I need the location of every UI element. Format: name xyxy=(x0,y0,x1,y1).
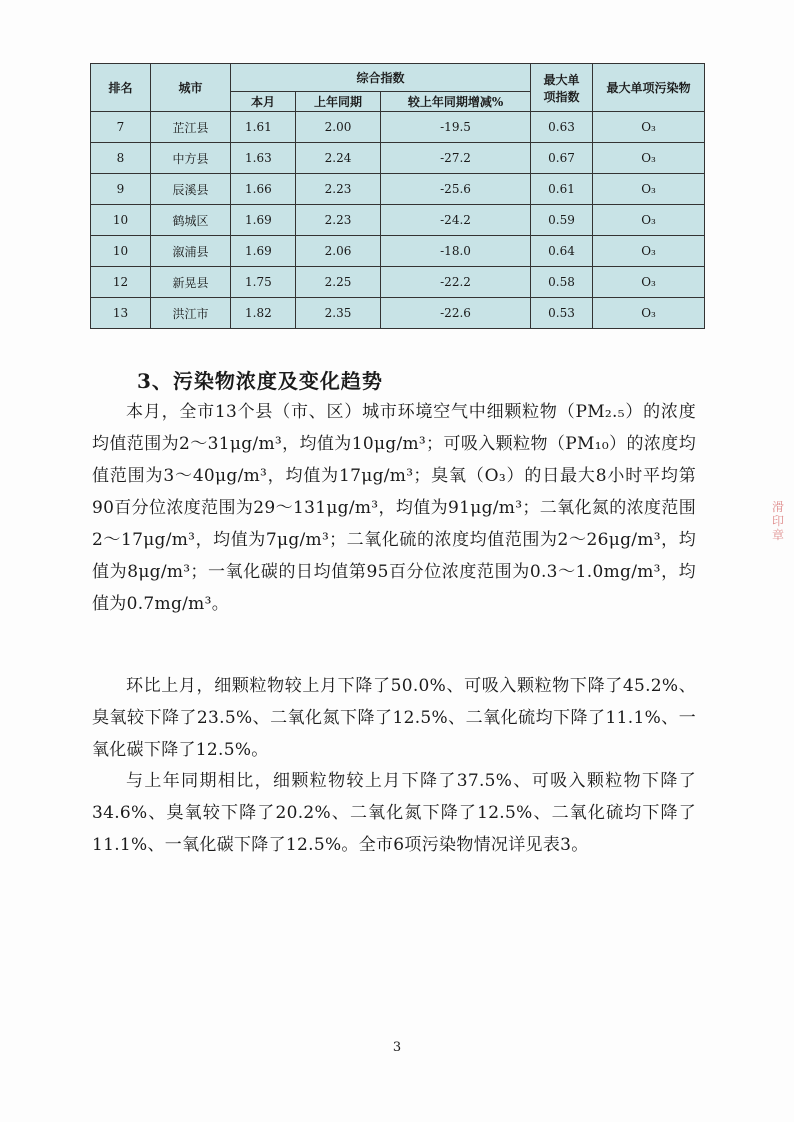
cell-max-index: 0.61 xyxy=(531,174,593,205)
cell-city: 溆浦县 xyxy=(151,236,231,267)
paragraph-month-on-month: 环比上月，细颗粒物较上月下降了50.0%、可吸入颗粒物下降了45.2%、臭氧较下降了23.5%、二氧化氮下降了12.5%、二氧化硫均下降了11.1%、一氧化碳下降了12.5%。 xyxy=(92,676,696,760)
cell-last-year: 2.06 xyxy=(296,236,381,267)
header-city: 城市 xyxy=(151,64,231,112)
cell-max-index: 0.67 xyxy=(531,143,593,174)
header-last-year: 上年同期 xyxy=(296,92,381,112)
header-rank: 排名 xyxy=(91,64,151,112)
cell-rank: 9 xyxy=(91,174,151,205)
cell-city: 芷江县 xyxy=(151,112,231,143)
cell-this-month: 1.75 xyxy=(231,267,296,298)
cell-city: 新晃县 xyxy=(151,267,231,298)
paragraph-year-on-year: 与上年同期相比，细颗粒物较上月下降了37.5%、可吸入颗粒物下降了34.6%、臭氧较下降了20.2%、二氧化氮下降了12.5%、二氧化硫均下降了11.1%、一氧化碳下降了12.5%。全市6项污染物情况详见表3。 xyxy=(92,771,696,855)
cell-change: -27.2 xyxy=(381,143,531,174)
cell-max-index: 0.64 xyxy=(531,236,593,267)
cell-city: 洪江市 xyxy=(151,298,231,329)
header-composite: 综合指数 xyxy=(231,64,531,92)
cell-this-month: 1.61 xyxy=(231,112,296,143)
cell-change: -24.2 xyxy=(381,205,531,236)
section-heading: 3、污染物浓度及变化趋势 xyxy=(137,369,383,393)
cell-last-year: 2.23 xyxy=(296,174,381,205)
cell-pollutant: O₃ xyxy=(593,143,705,174)
cell-this-month: 1.82 xyxy=(231,298,296,329)
table-row xyxy=(91,112,705,143)
table-header xyxy=(91,64,705,112)
cell-last-year: 2.23 xyxy=(296,205,381,236)
cell-max-index: 0.63 xyxy=(531,112,593,143)
cell-last-year: 2.00 xyxy=(296,112,381,143)
cell-rank: 7 xyxy=(91,112,151,143)
paragraph-concentration: 本月，全市13个县（市、区）城市环境空气中细颗粒物（PM₂.₅）的浓度均值范围为2～31μg/m³，均值为10μg/m³；可吸入颗粒物（PM₁₀）的浓度均值范围为3～40μg/m³，均值为17μg/m³；臭氧（O₃）的日最大8小时平均第90百分位浓度范围为29～131μg/m³，均值为91μg/m³；二氧化氮的浓度范围2～17μg/m³，均值为7μg/m³；二氧化硫的浓度均值范围为2～26μg/m³，均值为8μg/m³；一氧化碳的日均值第95百分位浓度范围为0.3～1.0mg/m³，均值为0.7mg/m³。 xyxy=(92,402,696,614)
page-number: 3 xyxy=(392,1040,402,1055)
cell-this-month: 1.69 xyxy=(231,236,296,267)
cell-this-month: 1.69 xyxy=(231,205,296,236)
edge-stamp: 滑印章 xyxy=(772,500,785,542)
cell-change: -18.0 xyxy=(381,236,531,267)
cell-rank: 12 xyxy=(91,267,151,298)
cell-change: -22.2 xyxy=(381,267,531,298)
cell-change: -19.5 xyxy=(381,112,531,143)
cell-rank: 8 xyxy=(91,143,151,174)
cell-change: -22.6 xyxy=(381,298,531,329)
cell-pollutant: O₃ xyxy=(593,298,705,329)
cell-last-year: 2.35 xyxy=(296,298,381,329)
cell-max-index: 0.59 xyxy=(531,205,593,236)
cell-city: 鹤城区 xyxy=(151,205,231,236)
cell-rank: 10 xyxy=(91,205,151,236)
cell-pollutant: O₃ xyxy=(593,236,705,267)
header-this-month: 本月 xyxy=(231,92,296,112)
cell-rank: 10 xyxy=(91,236,151,267)
table-row xyxy=(91,236,705,267)
header-max-index xyxy=(531,64,593,112)
header-max-pollutant: 最大单项污染物 xyxy=(593,64,705,112)
cell-rank: 13 xyxy=(91,298,151,329)
cell-change: -25.6 xyxy=(381,174,531,205)
cell-city: 中方县 xyxy=(151,143,231,174)
table-body xyxy=(91,112,705,329)
cell-last-year: 2.25 xyxy=(296,267,381,298)
cell-max-index: 0.53 xyxy=(531,298,593,329)
header-change: 较上年同期增减% xyxy=(381,92,531,112)
cell-pollutant: O₃ xyxy=(593,174,705,205)
table-row xyxy=(91,267,705,298)
cell-last-year: 2.24 xyxy=(296,143,381,174)
table-row xyxy=(91,174,705,205)
cell-this-month: 1.63 xyxy=(231,143,296,174)
cell-city: 辰溪县 xyxy=(151,174,231,205)
cell-pollutant: O₃ xyxy=(593,112,705,143)
ranking-table xyxy=(90,63,705,329)
cell-max-index: 0.58 xyxy=(531,267,593,298)
header-max-index-line2: 项指数 xyxy=(543,89,580,104)
table-row xyxy=(91,205,705,236)
table-row xyxy=(91,143,705,174)
table-row xyxy=(91,298,705,329)
cell-pollutant: O₃ xyxy=(593,267,705,298)
cell-pollutant: O₃ xyxy=(593,205,705,236)
cell-this-month: 1.66 xyxy=(231,174,296,205)
header-max-index-line1: 最大单 xyxy=(543,72,580,87)
